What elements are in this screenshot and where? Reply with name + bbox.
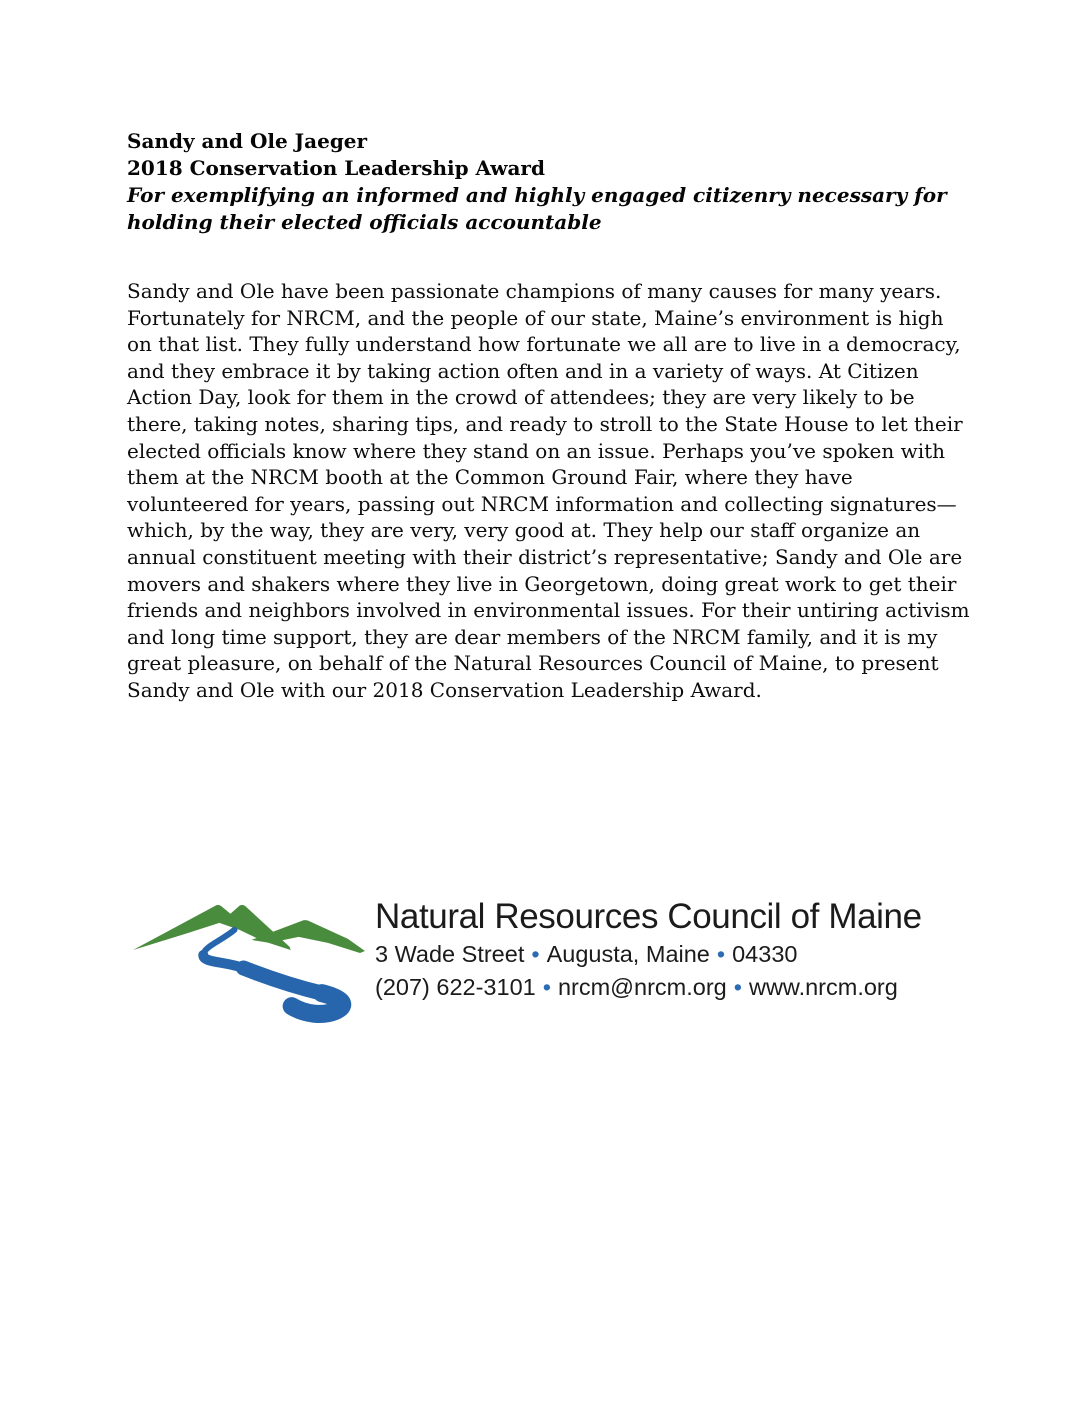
address-street: 3 Wade Street	[375, 941, 525, 967]
award-title: 2018 Conservation Leadership Award	[127, 156, 545, 180]
org-text-block	[375, 896, 922, 1003]
contact-website: www.nrcm.org	[748, 973, 898, 1000]
org-address-line	[375, 938, 922, 971]
bullet-separator: •	[733, 973, 742, 1000]
award-citation: For exemplifying an informed and highly engaged citizenry necessary for holding their elected officials accountable	[127, 183, 947, 234]
bullet-separator: •	[542, 973, 551, 1000]
award-header	[127, 128, 979, 236]
award-recipients: Sandy and Ole Jaeger	[127, 129, 368, 153]
nrcm-logo-icon	[131, 892, 367, 1034]
bullet-separator: •	[716, 941, 726, 967]
org-footer	[131, 892, 922, 1034]
address-city: Augusta, Maine	[546, 941, 710, 967]
org-name: Natural Resources Council of Maine	[375, 897, 922, 936]
address-zip: 04330	[732, 941, 798, 967]
contact-email: nrcm@nrcm.org	[557, 973, 727, 1000]
award-paragraph: Sandy and Ole have been passionate champions of many causes for many years. Fortunately for NRCM, and the people of our state, Maine’s environment is high on that list. They fully understand how fortunate we all are to live in a democracy, and they embrace it by taking action often and in a variety of ways. At Citizen Action Day, look for them in the crowd of attendees; they are very likely to be there, taking notes, sharing tips, and ready to stroll to the State House to let their elected officials know where they stand on an issue. Perhaps you’ve spoken with them at the NRCM booth at the Common Ground Fair, where they have volunteered for years, passing out NRCM information and collecting signatures—which, by the way, they are very, very good at. They help our staff organize an annual constituent meeting with their district’s representative; Sandy and Ole are movers and shakers where they live in Georgetown, doing great work to get their friends and neighbors involved in environmental issues. For their untiring activism and long time support, they are dear members of the NRCM family, and it is my great pleasure, on behalf of the Natural Resources Council of Maine, to present Sandy and Ole with our 2018 Conservation Leadership Award.	[127, 279, 970, 702]
contact-phone: (207) 622-3101	[375, 973, 536, 1000]
org-contact-line	[375, 971, 922, 1004]
bullet-separator: •	[531, 941, 540, 967]
